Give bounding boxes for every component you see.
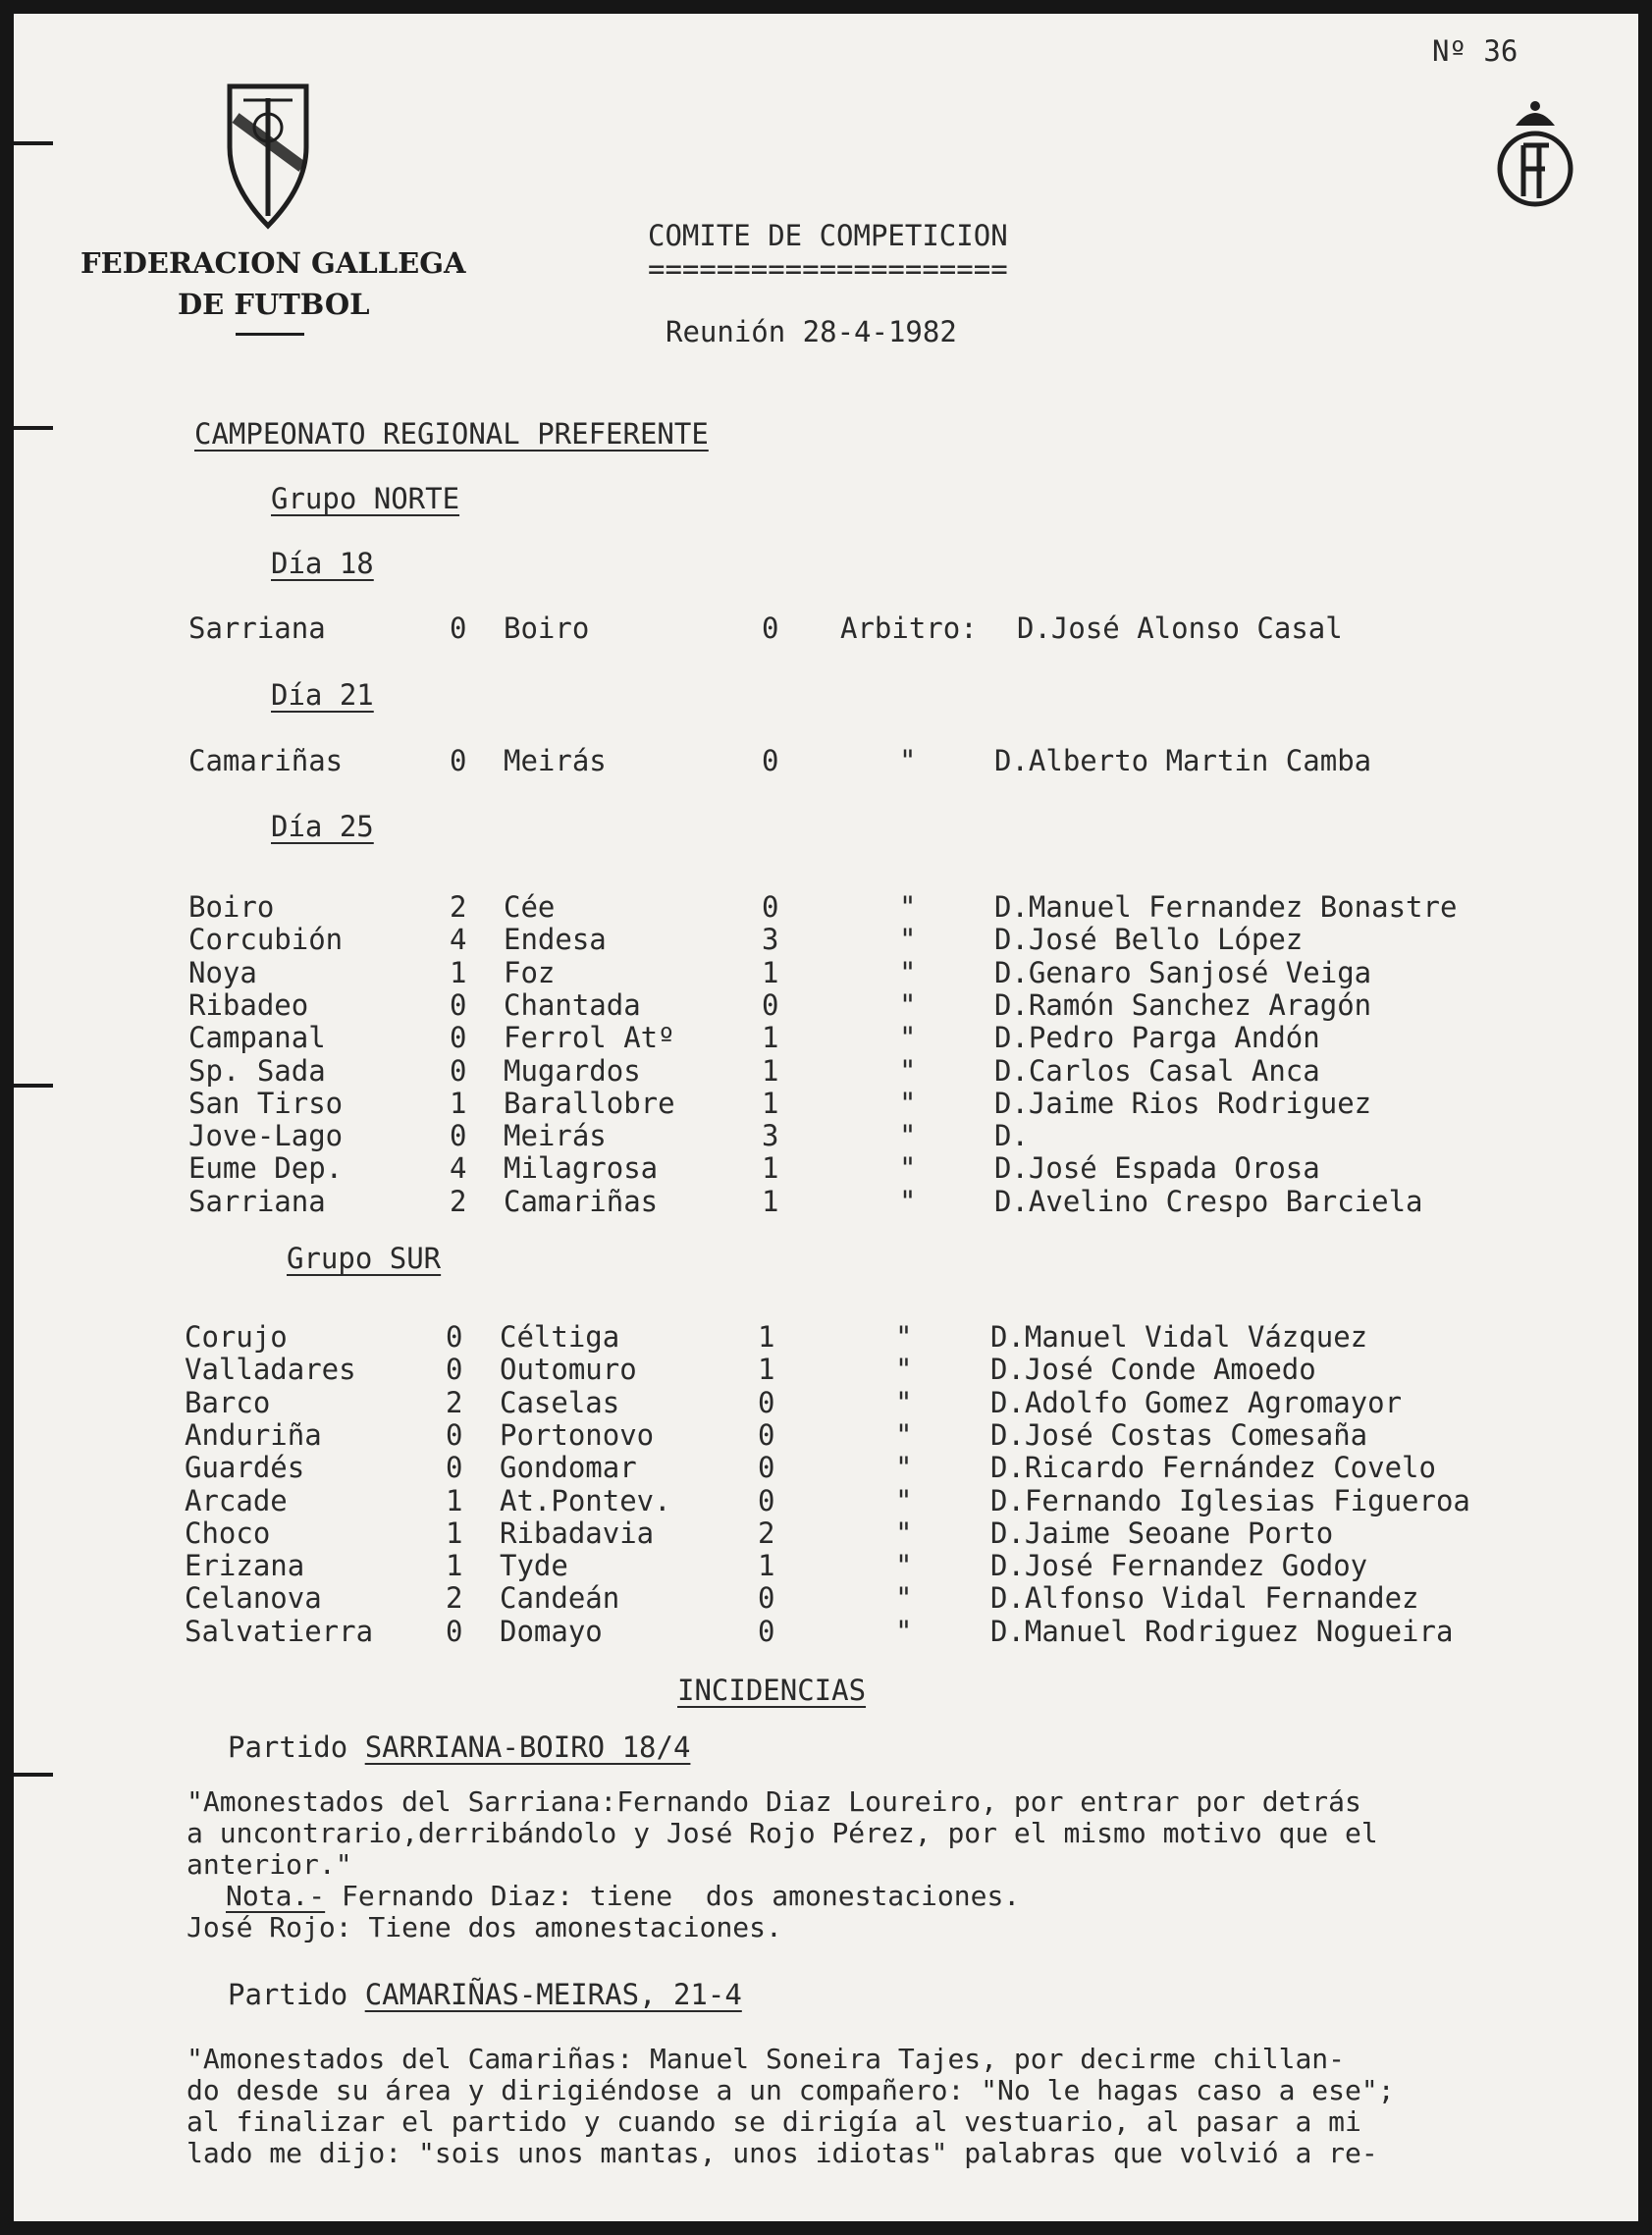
ditto-mark: " [895, 1483, 913, 1517]
away-team: Caselas [500, 1385, 620, 1419]
match-row [10, 1483, 1634, 1519]
referee-name: D.Manuel Rodriguez Nogueira [990, 1614, 1454, 1648]
match-row: Sarriana 0 Boiro 0 Arbitro: D.José Alonso Casal [188, 612, 1343, 645]
championship-title: CAMPEONATO REGIONAL PREFERENTE [194, 417, 709, 451]
referee-name: D.Genaro Sanjosé Veiga [994, 955, 1372, 989]
away-team: Portonovo [500, 1417, 655, 1452]
home-team: Corcubión [188, 923, 344, 957]
away-goals: 0 [758, 1614, 775, 1648]
home-team: Ribadeo [188, 987, 309, 1022]
home-goals: 0 [450, 1053, 467, 1088]
home-team: Barco [185, 1385, 271, 1419]
away-goals: 2 [758, 1516, 775, 1550]
ditto-mark: " [895, 1549, 913, 1583]
match-row [10, 1320, 1634, 1356]
away-goals: 1 [762, 1151, 779, 1186]
home-goals: 4 [450, 1151, 467, 1186]
away-goals: 1 [758, 1320, 775, 1354]
referee-name: D.Manuel Fernandez Bonastre [994, 890, 1458, 924]
home-team: Sarriana [188, 1184, 326, 1218]
ditto-mark: " [899, 1021, 917, 1055]
home-team: Campanal [188, 1021, 326, 1055]
match-row [10, 1549, 1634, 1584]
home-goals: 0 [450, 1119, 467, 1153]
federation-shield-logo [224, 79, 312, 238]
away-goals: 0 [758, 1451, 775, 1485]
match-row [14, 955, 1638, 991]
home-team: Guardés [185, 1451, 305, 1485]
away-goals: 1 [762, 1184, 779, 1218]
home-team: Choco [185, 1516, 271, 1550]
ditto-mark: " [899, 1053, 917, 1088]
ditto-mark: " [895, 1417, 913, 1452]
home-goals: 1 [450, 1086, 467, 1120]
home-goals: 1 [446, 1483, 463, 1517]
home-team: Erizana [185, 1549, 305, 1583]
home-goals: 0 [446, 1320, 463, 1354]
away-team: At.Pontev. [500, 1483, 671, 1517]
home-team: Celanova [185, 1581, 322, 1616]
away-goals: 1 [758, 1353, 775, 1387]
ditto-mark: " [895, 1451, 913, 1485]
royal-crest-logo [1494, 96, 1576, 214]
home-goals: 0 [446, 1614, 463, 1648]
match-row [10, 1614, 1634, 1650]
ditto-mark: " [899, 1151, 917, 1186]
ditto-mark: " [899, 1086, 917, 1120]
divider [236, 333, 304, 336]
away-team: Céltiga [500, 1320, 620, 1354]
referee-name: D. [994, 1119, 1029, 1153]
match-incident-heading: Partido CAMARIÑAS-MEIRAS, 21-4 [228, 1978, 742, 2011]
home-team: Anduriña [185, 1417, 322, 1452]
ditto-mark: " [895, 1614, 913, 1648]
match-row [10, 1417, 1634, 1454]
ditto-mark: " [895, 1516, 913, 1550]
referee-name: D.Jaime Rios Rodriguez [994, 1086, 1372, 1120]
away-goals: 0 [762, 987, 779, 1022]
home-goals: 2 [450, 1184, 467, 1218]
referee-name: D.Ramón Sanchez Aragón [994, 987, 1372, 1022]
match-row [14, 1119, 1638, 1154]
home-team: Salvatierra [185, 1614, 374, 1648]
away-team: Ferrol Atº [504, 1021, 675, 1055]
away-goals: 1 [762, 1021, 779, 1055]
away-team: Mugardos [504, 1053, 641, 1088]
binding-mark [14, 141, 53, 145]
home-team: Sp. Sada [188, 1053, 326, 1088]
away-goals: 0 [758, 1385, 775, 1419]
referee-name: D.José Conde Amoedo [990, 1353, 1316, 1387]
ditto-mark: " [899, 923, 917, 957]
home-goals: 2 [450, 890, 467, 924]
away-team: Chantada [504, 987, 641, 1022]
home-team: Valladares [185, 1353, 356, 1387]
away-team: Tyde [500, 1549, 568, 1583]
match-row [10, 1353, 1634, 1388]
federation-name-line1: FEDERACION GALLEGA [80, 246, 466, 280]
away-goals: 0 [762, 890, 779, 924]
away-goals: 1 [762, 955, 779, 989]
away-goals: 0 [758, 1417, 775, 1452]
away-team: Ribadavia [500, 1516, 655, 1550]
binding-mark [14, 1773, 53, 1777]
match-row [14, 1184, 1638, 1220]
home-goals: 0 [450, 987, 467, 1022]
match-row [14, 1053, 1638, 1090]
match-row [14, 923, 1638, 958]
away-team: Cée [504, 890, 556, 924]
home-team: San Tirso [188, 1086, 344, 1120]
home-goals: 2 [446, 1581, 463, 1616]
away-goals: 1 [758, 1549, 775, 1583]
home-goals: 4 [450, 923, 467, 957]
away-goals: 3 [762, 923, 779, 957]
away-team: Barallobre [504, 1086, 675, 1120]
referee-name: D.José Espada Orosa [994, 1151, 1320, 1186]
away-goals: 1 [762, 1053, 779, 1088]
match-incident-heading: Partido SARRIANA-BOIRO 18/4 [228, 1730, 691, 1764]
away-team: Candeán [500, 1581, 620, 1616]
ditto-mark: " [895, 1353, 913, 1387]
home-goals: 0 [446, 1417, 463, 1452]
home-goals: 1 [446, 1516, 463, 1550]
home-team: Jove-Lago [188, 1119, 344, 1153]
ditto-mark: " [899, 890, 917, 924]
away-team: Camariñas [504, 1184, 659, 1218]
referee-name: D.Jaime Seoane Porto [990, 1516, 1334, 1550]
day-heading: Día 21 [271, 678, 374, 712]
referee-name: D.Fernando Iglesias Figueroa [990, 1483, 1470, 1517]
match-row [14, 1151, 1638, 1187]
away-team: Endesa [504, 923, 607, 957]
referee-name: D.Alfonso Vidal Fernandez [990, 1581, 1419, 1616]
ditto-mark: " [899, 1119, 917, 1153]
referee-name: D.José Costas Comesaña [990, 1417, 1368, 1452]
group-heading-sur: Grupo SUR [287, 1242, 442, 1275]
day-heading: Día 18 [271, 547, 374, 580]
home-team: Eume Dep. [188, 1151, 344, 1186]
match-row [10, 1516, 1634, 1552]
referee-name: D.Avelino Crespo Barciela [994, 1184, 1423, 1218]
away-team: Outomuro [500, 1353, 637, 1387]
referee-name: D.José Fernandez Godoy [990, 1549, 1368, 1583]
away-team: Meirás [504, 1119, 607, 1153]
meeting-date: Reunión 28-4-1982 [666, 315, 957, 348]
federation-name-line2: DE FUTBOL [178, 288, 370, 321]
ditto-mark: " [895, 1385, 913, 1419]
committee-title: COMITE DE COMPETICION [648, 219, 1008, 252]
away-goals: 1 [762, 1086, 779, 1120]
match-row [14, 1086, 1638, 1122]
ditto-mark: " [895, 1581, 913, 1616]
match-row: Camariñas 0 Meirás 0 " D.Alberto Martin Camba [188, 744, 1372, 777]
ditto-mark: " [899, 955, 917, 989]
home-goals: 0 [450, 1021, 467, 1055]
day-heading: Día 25 [271, 810, 374, 843]
away-team: Gondomar [500, 1451, 637, 1485]
document-page [14, 14, 1638, 2221]
home-goals: 0 [446, 1353, 463, 1387]
home-goals: 0 [446, 1451, 463, 1485]
title-underline: ===================== [648, 252, 1008, 286]
match-row [10, 1581, 1634, 1617]
match-row [14, 890, 1638, 926]
referee-name: D.Manuel Vidal Vázquez [990, 1320, 1368, 1354]
referee-name: D.Adolfo Gomez Agromayor [990, 1385, 1403, 1419]
away-goals: 3 [762, 1119, 779, 1153]
referee-name: D.Ricardo Fernández Covelo [990, 1451, 1436, 1485]
home-team: Boiro [188, 890, 275, 924]
away-team: Milagrosa [504, 1151, 659, 1186]
home-team: Corujo [185, 1320, 288, 1354]
home-goals: 1 [446, 1549, 463, 1583]
group-heading-norte: Grupo NORTE [271, 482, 460, 515]
referee-name: D.Pedro Parga Andón [994, 1021, 1320, 1055]
ditto-mark: " [899, 1184, 917, 1218]
ditto-mark: " [895, 1320, 913, 1354]
incidents-heading: INCIDENCIAS [677, 1674, 867, 1707]
away-team: Domayo [500, 1614, 603, 1648]
referee-name: D.Carlos Casal Anca [994, 1053, 1320, 1088]
match-row [10, 1385, 1634, 1421]
match-row [10, 1451, 1634, 1486]
document-number: Nº 36 [1432, 34, 1519, 68]
home-goals: 1 [450, 955, 467, 989]
away-goals: 0 [758, 1581, 775, 1616]
referee-name: D.José Bello López [994, 923, 1304, 957]
ditto-mark: " [899, 987, 917, 1022]
away-goals: 0 [758, 1483, 775, 1517]
binding-mark [14, 426, 53, 430]
home-team: Arcade [185, 1483, 288, 1517]
home-goals: 2 [446, 1385, 463, 1419]
incident-text: "Amonestados del Sarriana:Fernando Diaz Loureiro, por entrar por detrás a uncontrario,derribándolo y José Rojo Pérez, por el mismo motivo que el anterior." Nota.- Fernando Diaz: tiene dos amonestaciones. José Rojo: Tiene dos amonestaciones. [187, 1785, 1378, 1943]
home-team: Noya [188, 955, 257, 989]
match-row [14, 987, 1638, 1024]
away-team: Foz [504, 955, 556, 989]
incident-text: "Amonestados del Camariñas: Manuel Soneira Tajes, por decirme chillan- do desde su área y dirigiéndose a un compañero: "No le hagas caso a ese"; al finalizar el partido y cuando se dirigía al vestuario, al pasar a mi lado me dijo: "sois unos mantas, unos idiotas" palabras que volvió a re- [187, 2043, 1395, 2169]
match-row [14, 1021, 1638, 1056]
